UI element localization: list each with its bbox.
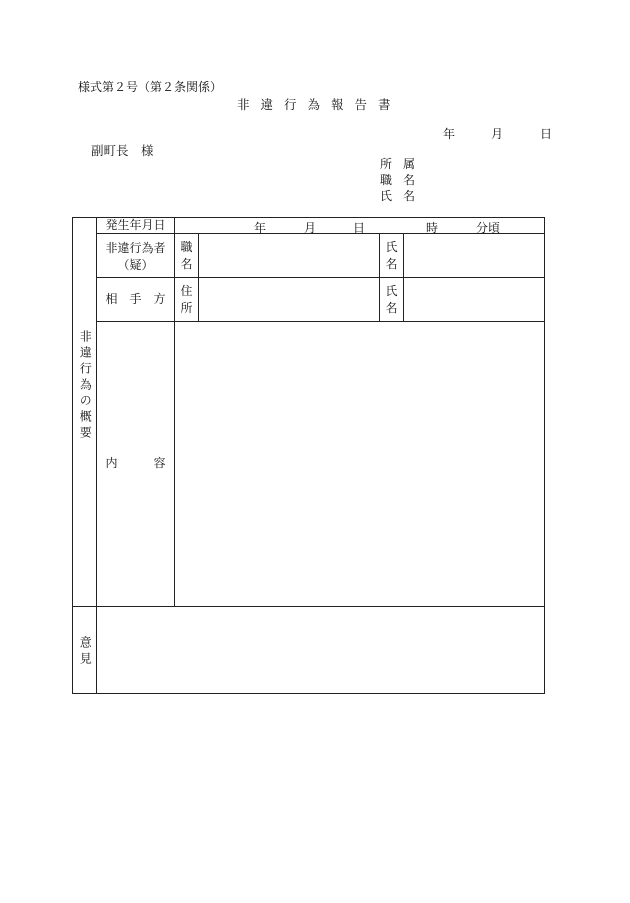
party-address-char-2: 所: [180, 301, 193, 315]
party-label: 相 手 方: [105, 291, 166, 306]
party-address-char-1: 住: [180, 284, 193, 298]
occurrence-label-cell: [97, 218, 174, 233]
section-label-cell: [73, 330, 96, 480]
opinion-label: 意見: [78, 636, 93, 668]
occurrence-minute-label: 分頃: [476, 221, 501, 235]
offender-position-char-1: 職: [180, 240, 193, 254]
party-name-label-cell: [380, 283, 403, 317]
affiliation-label: 所属: [380, 157, 427, 171]
party-name-char-1: 氏: [385, 284, 398, 298]
offender-position-char-2: 名: [180, 257, 193, 271]
offender-name-label-cell: [380, 239, 403, 273]
offender-suspected-label: （疑）: [117, 258, 154, 272]
party-label-cell: [97, 278, 174, 321]
offender-position-field[interactable]: [199, 234, 379, 277]
content-label-cell: [97, 455, 174, 473]
occurrence-year-label: 年: [254, 221, 267, 235]
position-label: 職名: [380, 173, 427, 187]
offender-name-char-2: 名: [385, 257, 398, 271]
table-border-right: [544, 217, 545, 694]
opinion-field[interactable]: [97, 607, 544, 693]
party-name-field[interactable]: [404, 278, 544, 321]
offender-position-label-cell: [175, 239, 198, 273]
party-address-field[interactable]: [199, 278, 379, 321]
occurrence-day-label: 日: [353, 221, 366, 235]
occurrence-month-label: 月: [304, 221, 317, 235]
opinion-label-cell: [73, 632, 96, 672]
content-label: 内 容: [105, 456, 166, 471]
section-label: 非違行為の概要: [78, 330, 93, 442]
table-border-bottom: [72, 693, 545, 694]
date-day-label: 日: [540, 127, 553, 141]
party-name-char-2: 名: [385, 301, 398, 315]
offender-label-cell: [97, 240, 174, 274]
offender-name-char-1: 氏: [385, 240, 398, 254]
name-label: 氏名: [380, 189, 427, 203]
occurrence-hour-label: 時: [426, 221, 439, 235]
form-number: 様式第２号（第２条関係）: [78, 80, 223, 94]
recipient: 副町長 様: [91, 143, 154, 158]
document-title: 非違行為報告書: [237, 97, 402, 112]
date-month-label: 月: [491, 127, 504, 141]
party-address-label-cell: [175, 283, 198, 317]
offender-label: 非違行為者: [105, 241, 166, 255]
content-field[interactable]: [175, 322, 544, 606]
occurrence-label: 発生年月日: [105, 217, 166, 232]
date-year-label: 年: [443, 127, 456, 141]
offender-name-field[interactable]: [404, 234, 544, 277]
